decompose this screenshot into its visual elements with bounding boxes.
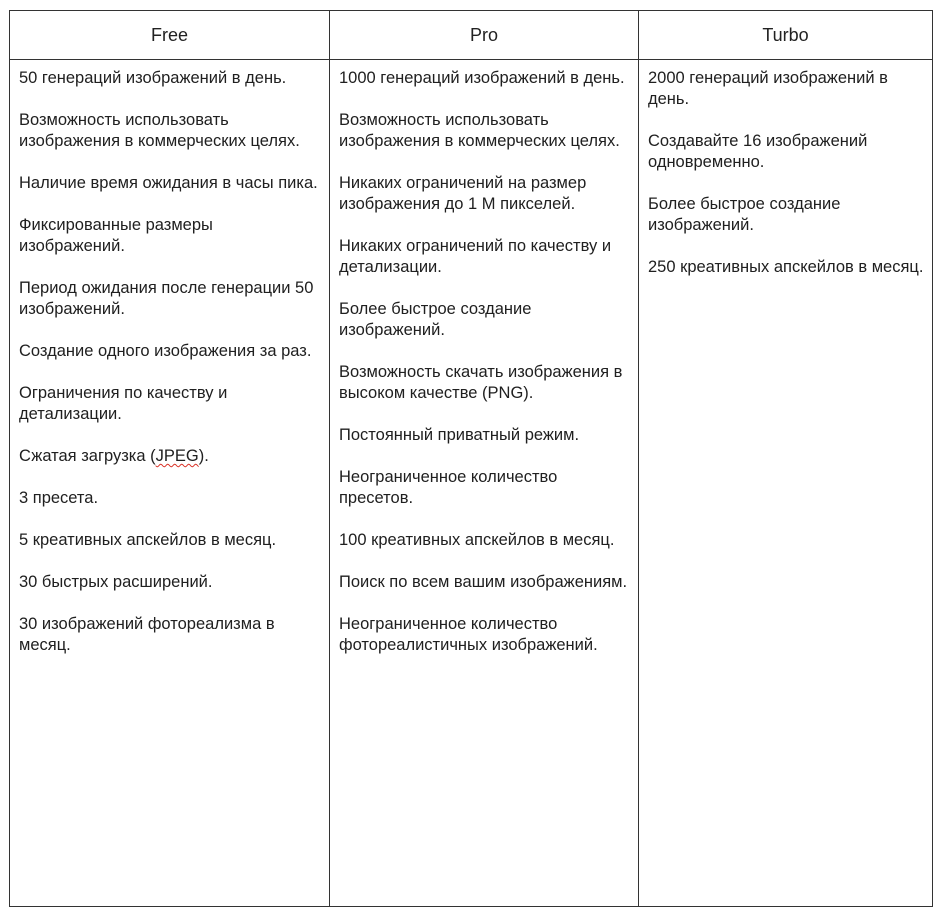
feature-item[interactable]: Период ожидания после генерации 50 изображений.: [19, 279, 314, 318]
feature-item[interactable]: 1000 генераций изображений в день.: [339, 69, 625, 87]
feature-item[interactable]: Возможность использовать изображения в коммерческих целях.: [339, 111, 620, 150]
pricing-table: [9, 10, 933, 907]
feature-item[interactable]: Создавайте 16 изображений одновременно.: [648, 132, 868, 171]
feature-item[interactable]: Ограничения по качеству и детализации.: [19, 384, 228, 423]
feature-item[interactable]: Фиксированные размеры изображений.: [19, 216, 213, 255]
feature-item[interactable]: Постоянный приватный режим.: [339, 426, 580, 444]
feature-item[interactable]: 30 быстрых расширений.: [19, 573, 213, 591]
feature-item[interactable]: Возможность скачать изображения в высоком качестве (PNG).: [339, 363, 623, 402]
spellcheck-word: JPEG: [155, 447, 199, 465]
feature-item[interactable]: Более быстрое создание изображений.: [339, 300, 532, 339]
feature-text-suffix: ).: [198, 447, 209, 465]
feature-item[interactable]: 2000 генераций изображений в день.: [648, 69, 888, 108]
feature-item[interactable]: Никаких ограничений на размер изображения до 1 М пикселей.: [339, 174, 587, 213]
feature-item[interactable]: Неограниченное количество фотореалистичных изображений.: [339, 615, 598, 654]
column-free[interactable]: [10, 60, 330, 906]
header-pro[interactable]: Pro: [330, 11, 639, 60]
feature-item[interactable]: 3 пресета.: [19, 489, 99, 507]
feature-item-download[interactable]: [19, 446, 321, 467]
feature-item[interactable]: Неограниченное количество пресетов.: [339, 468, 558, 507]
feature-item[interactable]: Наличие время ожидания в часы пика.: [19, 174, 318, 192]
feature-item[interactable]: Поиск по всем вашим изображениям.: [339, 573, 628, 591]
header-turbo[interactable]: Turbo: [639, 11, 932, 60]
feature-item[interactable]: Создание одного изображения за раз.: [19, 342, 312, 360]
feature-item[interactable]: 100 креативных апскейлов в месяц.: [339, 531, 615, 549]
feature-item[interactable]: 5 креативных апскейлов в месяц.: [19, 531, 277, 549]
column-turbo[interactable]: [639, 60, 932, 906]
feature-item[interactable]: 30 изображений фотореализма в месяц.: [19, 615, 275, 654]
feature-item[interactable]: Никаких ограничений по качеству и детализации.: [339, 237, 612, 276]
feature-item[interactable]: Возможность использовать изображения в коммерческих целях.: [19, 111, 300, 150]
feature-item[interactable]: Более быстрое создание изображений.: [648, 195, 841, 234]
column-pro[interactable]: [330, 60, 639, 906]
feature-text: Сжатая загрузка (: [19, 447, 156, 465]
feature-item[interactable]: 250 креативных апскейлов в месяц.: [648, 258, 924, 276]
feature-item[interactable]: 50 генераций изображений в день.: [19, 69, 287, 87]
header-free[interactable]: Free: [10, 11, 330, 60]
